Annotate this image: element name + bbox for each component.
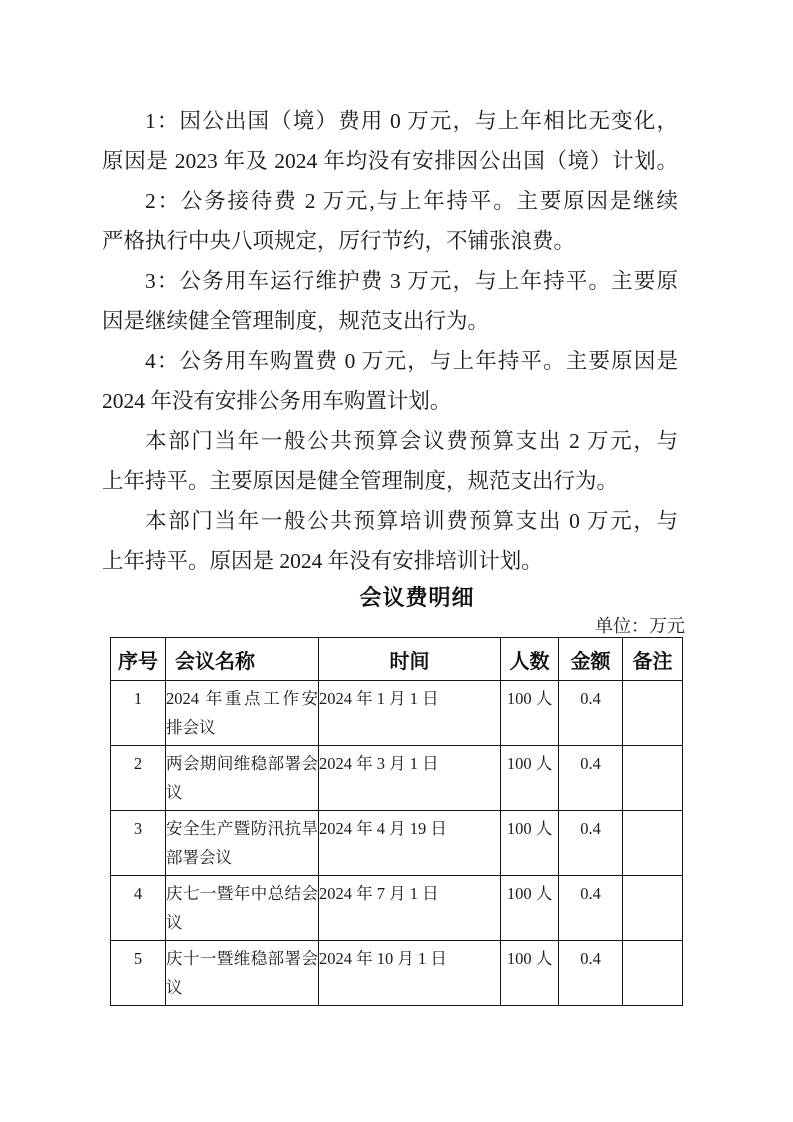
paragraph-1 (102, 101, 678, 181)
column-header-time: 时间 (319, 638, 501, 681)
text-line: 严格执行中央八项规定，厉行节约，不铺张浪费。 (102, 229, 576, 253)
cell-time: 2024 年 4 月 19 日 (319, 811, 501, 876)
column-header-index: 序号 (111, 638, 166, 681)
cell-amount: 0.4 (559, 811, 623, 876)
cell-note (623, 876, 683, 941)
document-content (102, 101, 685, 1006)
text-line: 4：公务用车购置费 0 万元，与上年持平。主要原因是 (145, 349, 678, 373)
unit-note: 单位：万元 (595, 616, 685, 636)
cell-no: 1 (111, 681, 166, 746)
meeting-fee-table (110, 637, 683, 1006)
cell-time: 2024 年 3 月 1 日 (319, 746, 501, 811)
paragraph-4 (102, 341, 678, 421)
cell-note (623, 746, 683, 811)
column-header-people: 人数 (501, 638, 559, 681)
cell-amount: 0.4 (559, 941, 623, 1006)
text-line: 上年持平。主要原因是健全管理制度，规范支出行为。 (102, 469, 619, 493)
column-header-name: 会议名称 (166, 638, 319, 681)
cell-no: 2 (111, 746, 166, 811)
cell-note (623, 811, 683, 876)
cell-time: 2024 年 10 月 1 日 (319, 941, 501, 1006)
text-line: 原因是 2023 年及 2024 年均没有安排因公出国（境）计划。 (102, 149, 678, 173)
table-row (111, 746, 683, 811)
cell-no: 3 (111, 811, 166, 876)
paragraph-5 (102, 421, 678, 501)
paragraph-6 (102, 501, 678, 581)
paragraph-3 (102, 261, 678, 341)
table-row (111, 681, 683, 746)
column-header-note: 备注 (623, 638, 683, 681)
text-line: 上年持平。原因是 2024 年没有安排培训计划。 (102, 549, 543, 573)
cell-note (623, 941, 683, 1006)
cell-name: 2024 年重点工作安排会议 (166, 681, 319, 746)
cell-people: 100 人 (501, 681, 559, 746)
section-title: 会议费明细 (359, 585, 475, 610)
text-line: 本部门当年一般公共预算会议费预算支出 2 万元，与 (145, 429, 678, 453)
cell-people: 100 人 (501, 811, 559, 876)
cell-people: 100 人 (501, 876, 559, 941)
cell-name: 安全生产暨防汛抗旱部署会议 (166, 811, 319, 876)
cell-name: 庆十一暨维稳部署会议 (166, 941, 319, 1006)
cell-name: 庆七一暨年中总结会议 (166, 876, 319, 941)
text-line: 2024 年没有安排公务用车购置计划。 (102, 389, 452, 413)
cell-no: 5 (111, 941, 166, 1006)
table-row (111, 811, 683, 876)
cell-note (623, 681, 683, 746)
table-row (111, 941, 683, 1006)
paragraph-2 (102, 181, 678, 261)
text-line: 因是继续健全管理制度，规范支出行为。 (102, 309, 490, 333)
cell-name: 两会期间维稳部署会议 (166, 746, 319, 811)
table-header-row (111, 638, 683, 681)
cell-time: 2024 年 7 月 1 日 (319, 876, 501, 941)
body-paragraphs (102, 101, 678, 581)
table-row (111, 876, 683, 941)
text-line: 2：公务接待费 2 万元,与上年持平。主要原因是继续 (145, 189, 678, 213)
cell-people: 100 人 (501, 941, 559, 1006)
cell-amount: 0.4 (559, 681, 623, 746)
cell-amount: 0.4 (559, 746, 623, 811)
column-header-amount: 金额 (559, 638, 623, 681)
text-line: 3：公务用车运行维护费 3 万元，与上年持平。主要原 (145, 269, 678, 293)
text-line: 1：因公出国（境）费用 0 万元，与上年相比无变化， (145, 109, 678, 133)
cell-people: 100 人 (501, 746, 559, 811)
cell-amount: 0.4 (559, 876, 623, 941)
cell-no: 4 (111, 876, 166, 941)
cell-time: 2024 年 1 月 1 日 (319, 681, 501, 746)
text-line: 本部门当年一般公共预算培训费预算支出 0 万元，与 (145, 509, 678, 533)
